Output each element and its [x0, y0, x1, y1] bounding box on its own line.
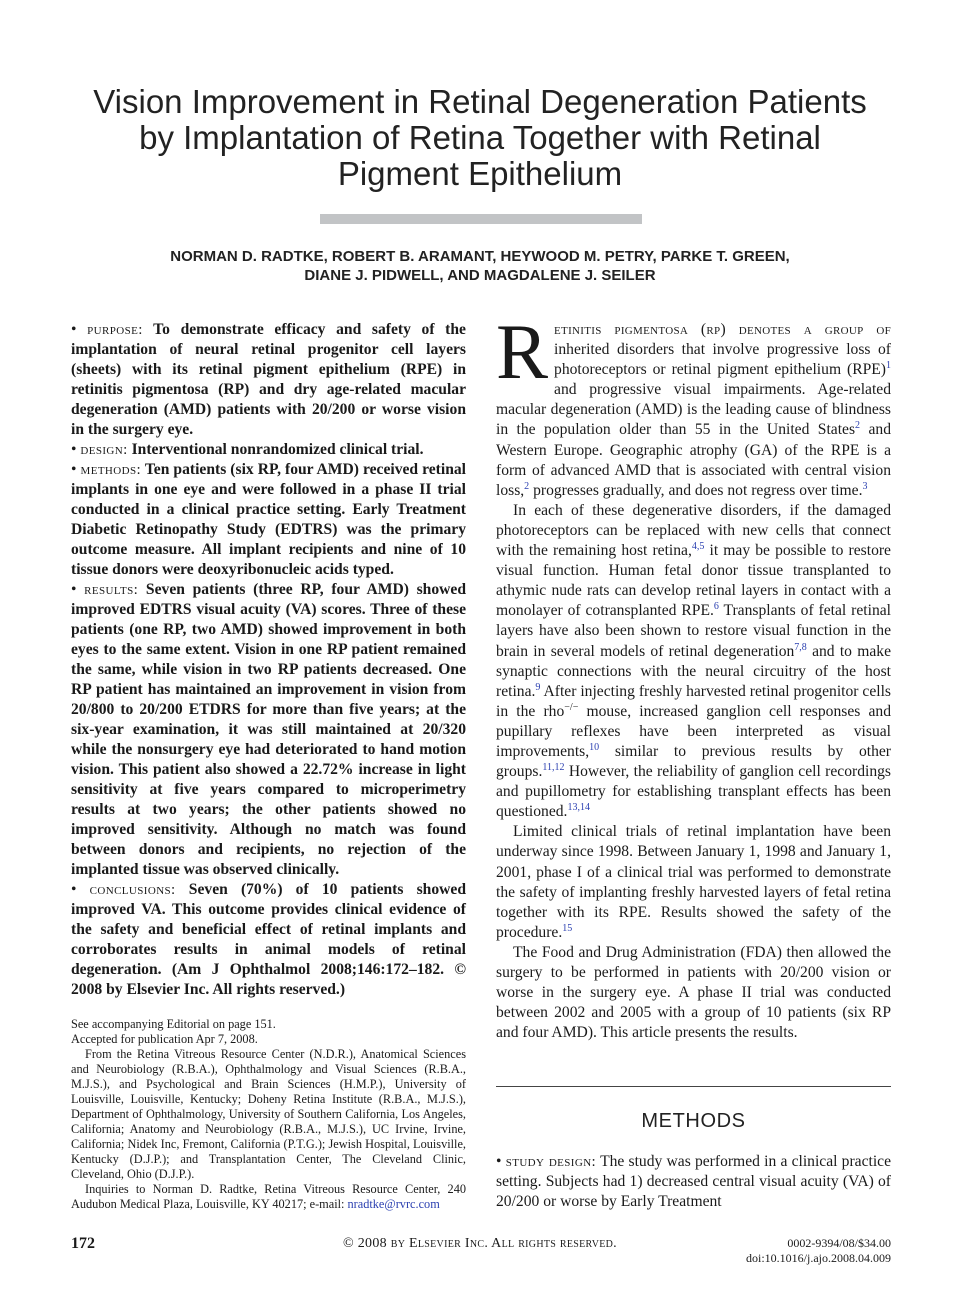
intro-text: and progressive visual impairments. Age-related macular degeneration (AMD) is the leading cause of blindness in the population older than 55 in the United States	[496, 381, 891, 439]
intro-text: and to make synaptic connections with the neural circuitry of the host retina.	[496, 642, 891, 700]
reference-link[interactable]: 15	[562, 922, 573, 934]
conclusions-text: Seven (70%) of 10 patients showed improved VA. This outcome provides clinical evidence of the safety and beneficial effect of retinal implants and corroborates results in animal models of retinal degeneration.	[71, 881, 466, 978]
abstract-purpose	[71, 320, 466, 440]
title-divider	[320, 214, 642, 224]
intro-text: Transplants of fetal retinal layers have also been shown to restore visual function in the brain in several models of retinal degeneration	[496, 602, 892, 660]
study-design-label: study design:	[505, 1154, 597, 1170]
abstract-design	[71, 440, 466, 460]
intro-text: In each of these degenerative disorders, if the damaged photoreceptors can be replaced with new cells that connect with the remaining host retina,	[496, 501, 891, 560]
reference-link[interactable]: 9	[535, 681, 541, 693]
methods-section	[496, 1152, 891, 1212]
intro-paragraph-4: The Food and Drug Administration (FDA) then allowed the surgery to be performed in patients with 20/200 vision or worse in the surgery eye. A phase II trial was conducted between 2002 and 2005 with a group of 10 patients (six RP and four AMD). This article presents the results.	[496, 943, 891, 1042]
page-number: 172	[71, 1235, 95, 1252]
reference-link[interactable]: 1	[886, 360, 891, 371]
methods-text: Ten patients (six RP, four AMD) received retinal implants in one eye and were followed in a phase II trial conducted in a clinical practice setting. Early Treatment Diabetic Retinopathy Study (EDTRS) was the primary outcome measure. All implant recipients and nine of 10 tissue donors were deoxyribonucleic acids typed.	[71, 461, 467, 578]
abstract-results	[71, 580, 466, 880]
purpose-text: To demonstrate efficacy and safety of the implantation of neural retinal progenitor cell layers (sheets) with its retinal pigment epithelium (RPE) in retinitis pigmentosa (RP) and dry age-related macular degeneration (AMD) patients with 20/200 or worse vision in the surgery eye.	[71, 321, 466, 438]
reference-link[interactable]: 13,14	[567, 802, 590, 814]
intro-text: mouse, increased ganglion cell responses and pupillary reflexes have been interpreted as visual improvements,	[496, 702, 891, 760]
author-line-2: DIANE J. PIDWELL, AND MAGDALENE J. SEILER	[304, 267, 656, 284]
intro-text: inherited disorders that involve progressive loss of photoreceptors or retinal pigment epithelium (RPE)	[554, 341, 891, 379]
design-label: design:	[80, 442, 128, 458]
reference-link[interactable]: 7,8	[794, 641, 807, 653]
article-title: Vision Improvement in Retinal Degeneration Patients by Implantation of Retina Together with Retinal Pigment Epithelium	[93, 83, 867, 192]
article-notes	[71, 1017, 466, 1212]
abstract-conclusions	[71, 880, 466, 1000]
section-divider	[496, 1086, 891, 1087]
reference-link[interactable]: 10	[589, 741, 600, 753]
accepted-note: Accepted for publication Apr 7, 2008.	[71, 1032, 258, 1046]
journal-citation: (Am J Ophthalmol 2008;146:172–182. © 2008 by Elsevier Inc. All rights reserved.)	[71, 961, 466, 998]
study-design-paragraph	[496, 1152, 891, 1212]
bullet-icon: •	[496, 1153, 502, 1170]
intro-text: However, the reliability of ganglion cell recordings and pupillometry for establishing transplant effects has been questioned.	[496, 763, 891, 821]
inquiries-text: Inquiries to Norman D. Radtke, Retina Vitreous Resource Center, 240 Audubon Medical Plaza, Louisville, KY 40217; e-mail:	[71, 1182, 466, 1211]
intro-text: Limited clinical trials of retinal implantation have been underway since 1998. Between January 1, 1998 and January 1, 2001, phase I of a clinical trial was performed to demonstrate the safety of implanting freshly harvested layers of fetal retina together with its RPE. Results showed the safety of the procedure.	[496, 823, 891, 941]
intro-text: it may be possible to restore visual function. Human fetal donor tissue transplanted to athymic nude rats can develop retinal layers in contact with a monolayer of cotransplanted RPE.	[496, 542, 891, 620]
intro-text: After injecting freshly harvested retinal progenitor cells in the rho	[496, 682, 891, 720]
purpose-label: purpose:	[87, 322, 143, 338]
reference-link[interactable]: 11,12	[542, 761, 565, 773]
issn: 0002-9394/08/$34.00	[787, 1236, 891, 1250]
affiliations-note: From the Retina Vitreous Resource Center (N.D.R.), Anatomical Sciences and Neurobiology (R.B.A.), Ophthalmology and Visual Sciences (R.B.A., M.J.S.), and Psychological and Brain Sciences (H.M.P.), University of Louisville, Louisville, Kentucky; Doheny Retina Institute (R.B.A., M.J.S.), Department of Ophthalmology, University of Southern California, Los Angeles, California; Anatomy and Neurobiology (R.B.A., M.J.S.), UC Irvine, Irvine, California; Nidek Inc, Fremont, California (P.T.G.); Jewish Hospital, Louisville, Kentucky (D.J.P.); and Transplantation Center, The Cleveland Clinic, Cleveland, Ohio (D.J.P.).	[71, 1047, 466, 1181]
reference-link[interactable]: 2	[524, 480, 530, 492]
email-link[interactable]: nradtke@rvrc.com	[347, 1197, 440, 1211]
intro-paragraph-2	[496, 501, 891, 823]
doi: doi:10.1016/j.ajo.2008.04.009	[746, 1251, 891, 1265]
bullet-icon: •	[71, 581, 77, 598]
methods-heading: METHODS	[641, 1110, 746, 1132]
methods-label: methods:	[80, 462, 142, 478]
results-label: results:	[84, 582, 139, 598]
copyright-line: © 2008 by Elsevier Inc. All rights reserved.	[343, 1236, 617, 1251]
reference-link[interactable]: 6	[713, 601, 719, 613]
design-text: Interventional nonrandomized clinical trial.	[131, 441, 424, 458]
bullet-icon: •	[71, 881, 77, 898]
editorial-note: See accompanying Editorial on page 151.	[71, 1017, 276, 1031]
introduction	[496, 308, 892, 1043]
intro-text: and Western Europe. Geographic atrophy (GA) of the RPE is a form of advanced AMD that is associated with central vision loss,	[496, 421, 891, 499]
author-line-1: NORMAN D. RADTKE, ROBERT B. ARAMANT, HEYWOOD M. PETRY, PARKE T. GREEN,	[170, 248, 790, 265]
author-list	[100, 247, 860, 285]
bullet-icon: •	[71, 321, 77, 338]
intro-text: similar to previous results by other groups.	[496, 742, 891, 781]
superscript: −/−	[564, 701, 579, 713]
study-design-text: The study was performed in a clinical practice setting. Subjects had 1) decreased central visual acuity (VA) of 20/200 or worse by Early Treatment	[496, 1153, 892, 1211]
abstract-methods	[71, 460, 466, 580]
conclusions-label: conclusions:	[89, 882, 176, 898]
reference-link[interactable]: 2	[855, 420, 861, 432]
abstract	[71, 320, 466, 1000]
intro-lead-caps: etinitis pigmentosa (rp) denotes a group of	[554, 321, 891, 338]
reference-link[interactable]: 4,5	[691, 540, 705, 552]
inquiries-note	[71, 1182, 466, 1212]
intro-paragraph-1	[496, 308, 891, 501]
intro-paragraph-3	[496, 822, 891, 943]
intro-text: progresses gradually, and does not regress over time.	[533, 481, 863, 499]
bullet-icon: •	[71, 461, 77, 478]
bullet-icon: •	[71, 441, 77, 458]
publication-identifiers	[660, 1236, 891, 1266]
reference-link[interactable]: 3	[862, 480, 868, 492]
results-text: Seven patients (three RP, four AMD) showed improved EDTRS visual acuity (VA) scores. Three of these patients (one RP, two AMD) showed improvement in both eyes to the same extent. Vision in one RP patient remained the same, while vision in two RP patients decreased. One RP patient has maintained an improvement in vision from 20/800 to 20/200 ETDRS for more than five years; at the six-year examination, it was still maintained at 20/320 while the nonsurgery eye had deteriorated to hand motion vision. This patient also showed a 22.72% increase in light sensitivity at five years compared to microperimetry results at two years; the other patients showed no improved sensitivity. Although no match was found between donors and recipients, no rejection of the implanted tissue was observed clinically.	[71, 581, 466, 878]
drop-cap: R	[496, 308, 549, 395]
